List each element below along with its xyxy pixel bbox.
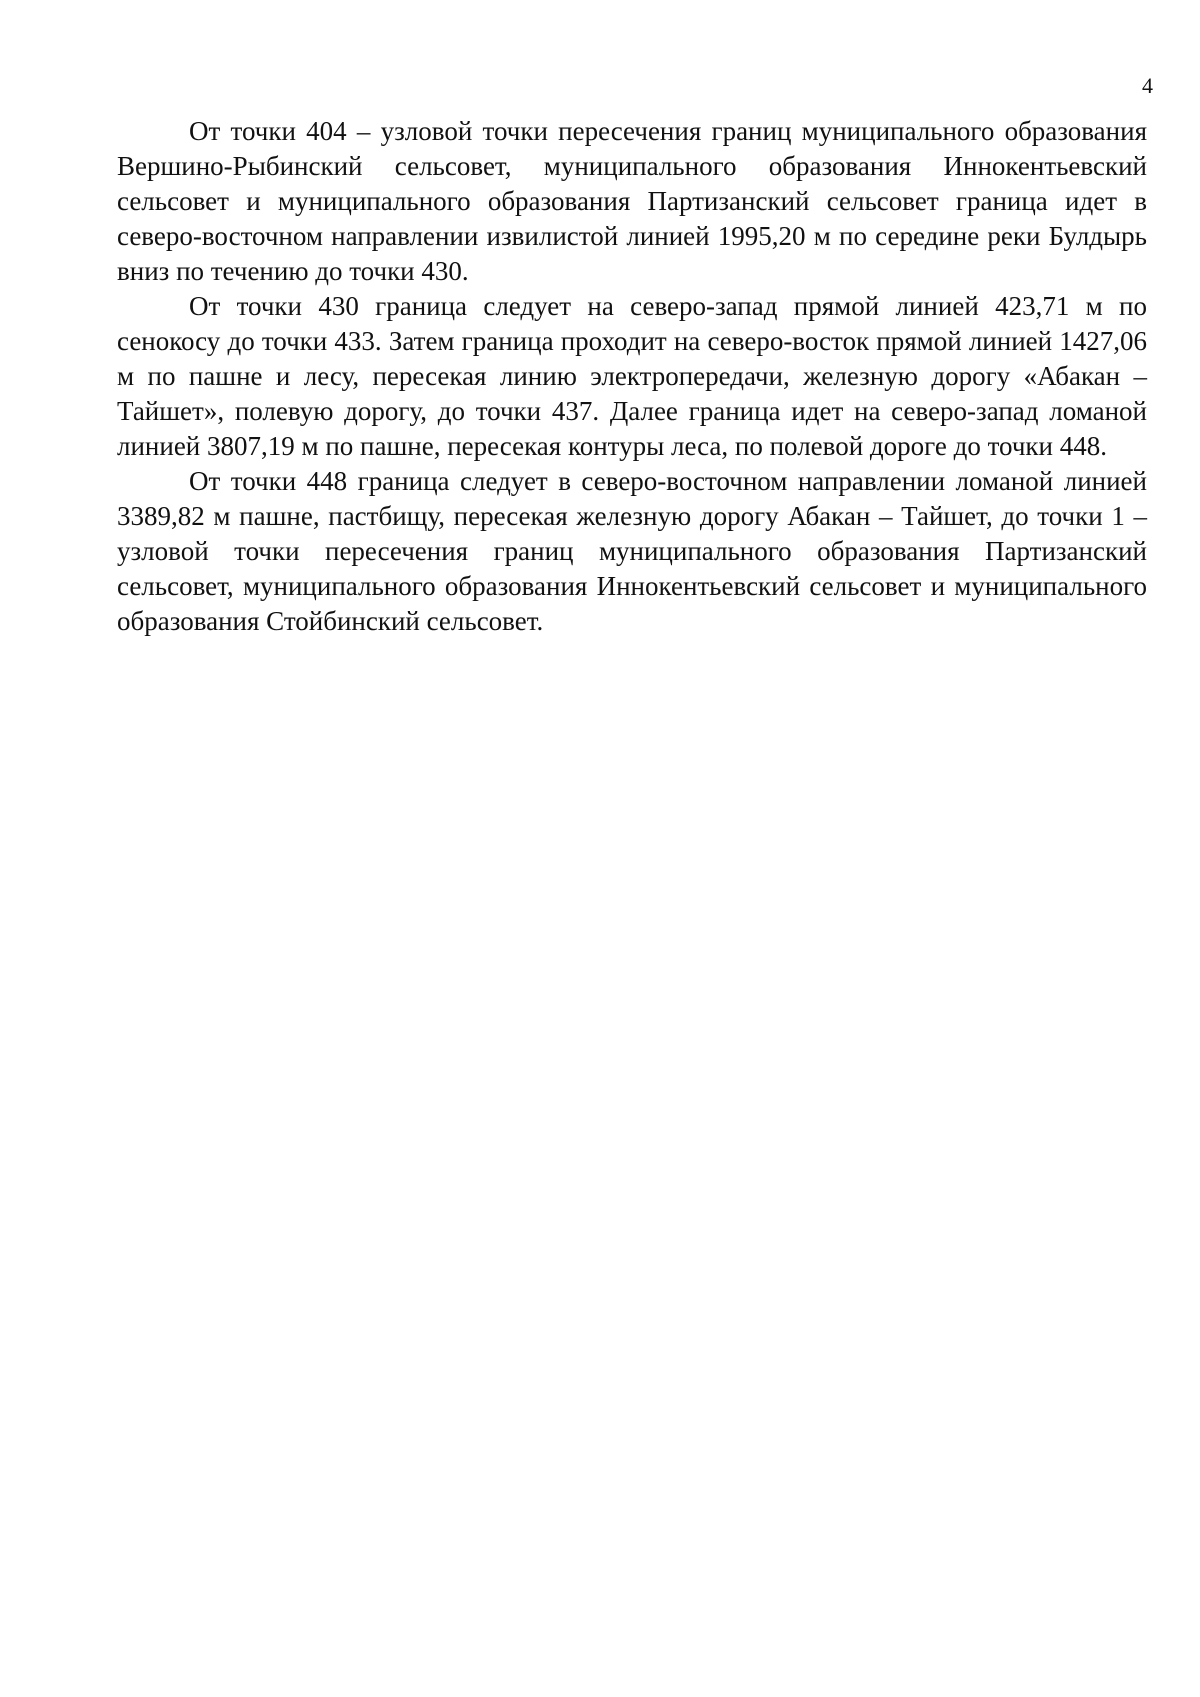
- document-body: [117, 114, 1147, 639]
- page-number: 4: [1142, 73, 1153, 98]
- paragraph-1: От точки 404 – узловой точки пересечения границ муниципального образования Вершино-Рыбинский сельсовет, муниципального образования Иннокентьевский сельсовет и муниципального образования Партизанский сельсовет граница идет в северо-восточном направлении извилистой линией 1995,20 м по середине реки Булдырь вниз по течению до точки 430.: [117, 116, 1147, 286]
- paragraph-2: От точки 430 граница следует на северо-запад прямой линией 423,71 м по сенокосу до точки 433. Затем граница проходит на северо-восток прямой линией 1427,06 м по пашне и лесу, пересекая линию электропередачи, железную дорогу «Абакан – Тайшет», полевую дорогу, до точки 437. Далее граница идет на северо-запад ломаной линией 3807,19 м по пашне, пересекая контуры леса, по полевой дороге до точки 448.: [117, 291, 1147, 461]
- paragraph-3: От точки 448 граница следует в северо-восточном направлении ломаной линией 3389,82 м пашне, пастбищу, пересекая железную дорогу Абакан – Тайшет, до точки 1 – узловой точки пересечения границ муниципального образования Партизанский сельсовет, муниципального образования Иннокентьевский сельсовет и муниципального образования Стойбинский сельсовет.: [117, 466, 1147, 636]
